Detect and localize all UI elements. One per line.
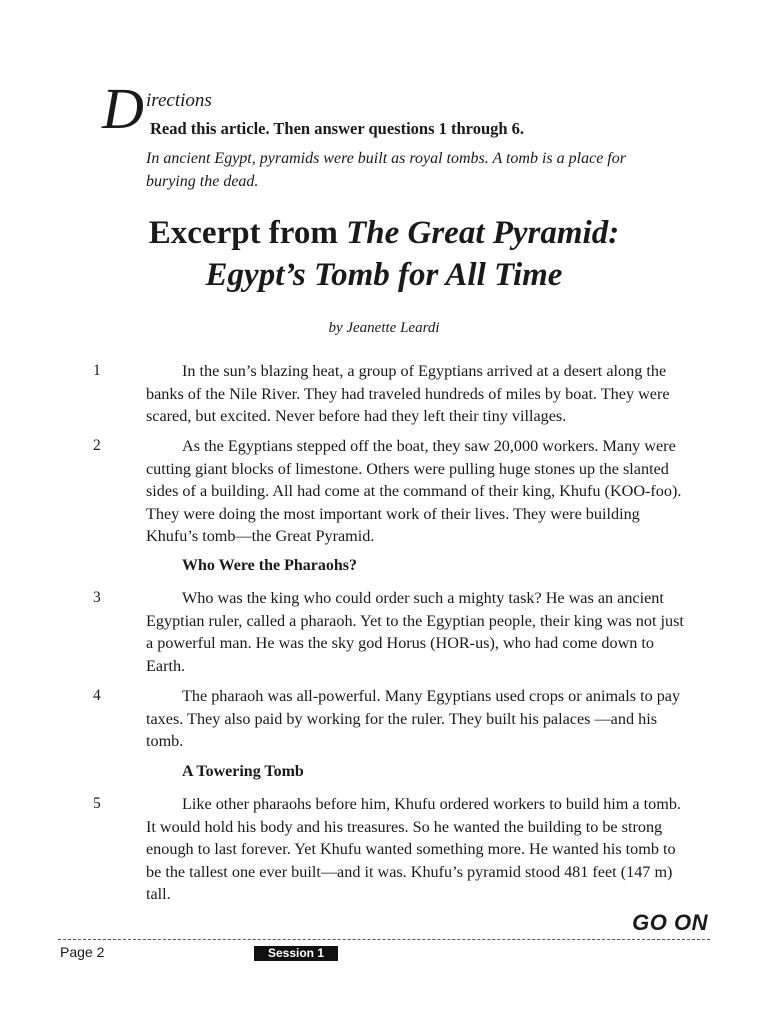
title-prefix: Excerpt from bbox=[148, 215, 347, 251]
paragraph-text: Like other pharaohs before him, Khufu ordered workers to build him a tomb. It would hold his body and his treasures. So he wanted the building to be strong enough to last forever. Yet Khufu wanted something more. He wanted his tomb to be the tallest one ever built—and it was. Khufu’s pyramid stood 481 feet (147 m) tall. bbox=[146, 795, 681, 904]
intro-text: In ancient Egypt, pyramids were built as royal tombs. A tomb is a place for burying the dead. bbox=[146, 150, 626, 190]
directions-drop-cap: D bbox=[102, 76, 144, 141]
byline: by Jeanette Leardi bbox=[328, 320, 440, 336]
go-on-label: GO ON bbox=[632, 910, 708, 935]
title-book-line1: The Great Pyramid: bbox=[346, 215, 620, 251]
footer-divider bbox=[58, 939, 710, 940]
page-number: Page 2 bbox=[60, 944, 105, 960]
paragraph-text: Who was the king who could order such a mighty task? He was an ancient Egyptian ruler, called a pharaoh. Yet to the Egyptian people, their king was not just a powerful man. He was the sky god Horus (HOR-us), who had come down to Earth. bbox=[146, 589, 684, 675]
title-book-line2: Egypt’s Tomb for All Time bbox=[205, 257, 563, 293]
paragraph-number: 1 bbox=[93, 362, 101, 379]
paragraph-number: 5 bbox=[93, 795, 101, 812]
paragraph-text: In the sun’s blazing heat, a group of Egyptians arrived at a desert along the banks of the Nile River. They had traveled hundreds of miles by boat. They were scared, but excited. Never before had they left their tiny villages. bbox=[146, 362, 670, 426]
directions-instruction: Read this article. Then answer questions 1 through 6. bbox=[150, 119, 525, 138]
paragraph-text: The pharaoh was all-powerful. Many Egyptians used crops or animals to pay taxes. They also paid by working for the ruler. They built his palaces —and his tomb. bbox=[146, 687, 681, 751]
session-badge: Session 1 bbox=[254, 946, 338, 961]
paragraph-number: 3 bbox=[93, 589, 101, 606]
directions-block bbox=[102, 76, 662, 144]
paragraph-number: 2 bbox=[93, 437, 101, 454]
article-title bbox=[0, 212, 768, 296]
section-heading: A Towering Tomb bbox=[182, 763, 304, 780]
paragraph-number: 4 bbox=[93, 687, 101, 704]
paragraph-text: As the Egyptians stepped off the boat, they saw 20,000 workers. Many were cutting giant blocks of limestone. Others were pulling huge stones up the slanted sides of a building. All had come at the command of their king, Khufu (KOO-foo). They were doing the most important work of their lives. They were building Khufu’s tomb—the Great Pyramid. bbox=[146, 437, 682, 546]
directions-label: irections bbox=[146, 90, 212, 111]
section-heading: Who Were the Pharaohs? bbox=[182, 557, 357, 574]
